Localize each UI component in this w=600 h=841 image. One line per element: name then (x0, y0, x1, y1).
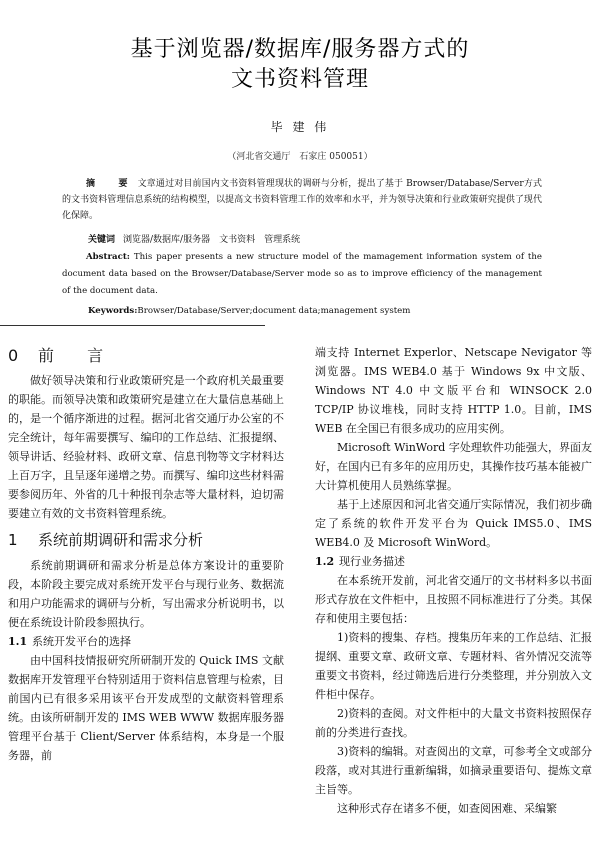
subsection-heading-1-2 (315, 552, 592, 571)
paragraph: Microsoft WinWord 字处理软件功能强大，界面友好，在国内已有多年的应用历史，其操作技巧基本能被广大计算机使用人员熟练掌握。 (315, 441, 592, 492)
subsection-heading-1-1 (8, 632, 284, 651)
subsection-number: 1.1 (8, 635, 28, 648)
paragraph: 基于上述原因和河北省交通厅实际情况，我们初步确定了系统的软件开发平台为 Quick IMS5.0、IMS WEB4.0 及 Microsoft WinWord。 (315, 498, 592, 549)
section-title: 前 言 (38, 346, 118, 365)
section-title: 系统前期调研和需求分析 (38, 531, 204, 549)
subsection-title: 现行业务描述 (339, 555, 405, 568)
paragraph: 做好领导决策和行业政策研究是一个政府机关最重要的职能。而领导决策和政策研究是建立在大量信息基础上的，是一个循序渐进的过程。据河北省交通厅办公室的不完全统计，每年需要撰写、编印的工作总结、汇报提纲、领导讲话、经验材料、政研文章、信息刊物等文字材料达上百万字，且呈逐年递增之势。而撰写、编印这些材料需要参阅历年、外省的几十种报刊杂志等大量材料，迫切需要建立有效的文书资料管理系统。 (8, 374, 284, 520)
list-item: 2)资料的查阅。对文件柜中的大量文书资料按照保存前的分类进行查找。 (315, 707, 592, 739)
paragraph: 端支持 Internet Experlor、Netscape Nevigator 等浏览器。IMS WEB4.0 基于 Windows 9x 中文版、Windows NT 4.0 中文版平台和 WINSOCK 2.0 TCP/IP 协议堆栈，同时支持 HTTP 1.0。目前，IMS WEB 在全国已有很多成功的应用实例。 (315, 346, 592, 435)
left-column (8, 340, 284, 765)
paragraph: 系统前期调研和需求分析是总体方案设计的重要阶段，本阶段主要完成对系统开发平台与现行业务、数据流和用户功能需求的调研与分析，写出需求分析说明书，以便在系统设计阶段参照执行。 (8, 559, 284, 629)
keywords-cn-label: 关键词 (88, 235, 116, 245)
abstract-cn-label: 摘 要 (86, 179, 138, 189)
author: 毕 建 伟 (270, 120, 330, 134)
keywords-en-text: Browser/Database/Server;document data;management system (137, 306, 411, 316)
subsection-title: 系统开发平台的选择 (32, 635, 131, 648)
paragraph: 在本系统开发前，河北省交通厅的文书材料多以书面形式存放在文件柜中，且按照不同标准进行了分类。其保存和使用主要包括： (315, 574, 592, 625)
paragraph: 由中国科技情报研究所研制开发的 Quick IMS 文献数据库开发管理平台特别适用于资料信息管理与检索，目前国内已有很多采用该平台开发成型的文献资料管理系统。由该所研制开发的 IMS WEB WWW 数据库服务器管理平台基于 Client/Server 体系结构，本身是一个服务器，前 (8, 654, 284, 762)
paragraph: 这种形式存在诸多不便，如查阅困难、采编繁 (337, 802, 557, 815)
abstract-en-label: Abstract: (86, 252, 130, 262)
section-divider (0, 325, 265, 326)
abstract-en (62, 249, 542, 300)
list-item: 3)资料的编辑。对查阅出的文章，可参考全文或部分段落，或对其进行重新编辑，如摘录重要语句、提炼文章主旨等。 (315, 745, 592, 796)
list-item: 1)资料的搜集、存档。搜集历年来的工作总结、汇报提纲、重要文章、政研文章、专题材料、省外情况交流等重要文书资料，经过筛选后进行分类整理，并分别放入文件柜中保存。 (315, 631, 592, 701)
section-number: 0 (8, 346, 19, 365)
section-heading-1 (8, 531, 284, 550)
abstract-cn-text: 文章通过对目前国内文书资料管理现状的调研与分析，提出了基于 Browser/Database/Server方式的文书资料管理信息系统的结构模型，以提高文书资料管理工作的效率和水平，并为领导决策和行业政策研究提供了现代化保障。 (62, 179, 542, 221)
abstract-en-text: This paper presents a new structure model of the mamagement information system of the document data based on the Browser/Database/Server mode so as to improve efficiency of the management of the document data. (62, 252, 542, 296)
subsection-number: 1.2 (315, 555, 335, 568)
keywords-cn (88, 232, 300, 245)
section-number: 1 (8, 531, 18, 549)
keywords-cn-text: 浏览器/数据库/服务器 文书资料 管理系统 (123, 235, 301, 245)
paper-title-line2: 文书资料管理 (230, 67, 369, 92)
paper-title-line1: 基于浏览器/数据库/服务器方式的 (130, 37, 470, 62)
keywords-en (88, 306, 410, 316)
affiliation: （河北省交通厅 石家庄 050051） (227, 152, 373, 162)
abstract-cn (62, 176, 542, 224)
section-heading-0 (8, 346, 284, 365)
right-column (315, 343, 592, 818)
keywords-en-label: Keywords: (88, 306, 138, 316)
